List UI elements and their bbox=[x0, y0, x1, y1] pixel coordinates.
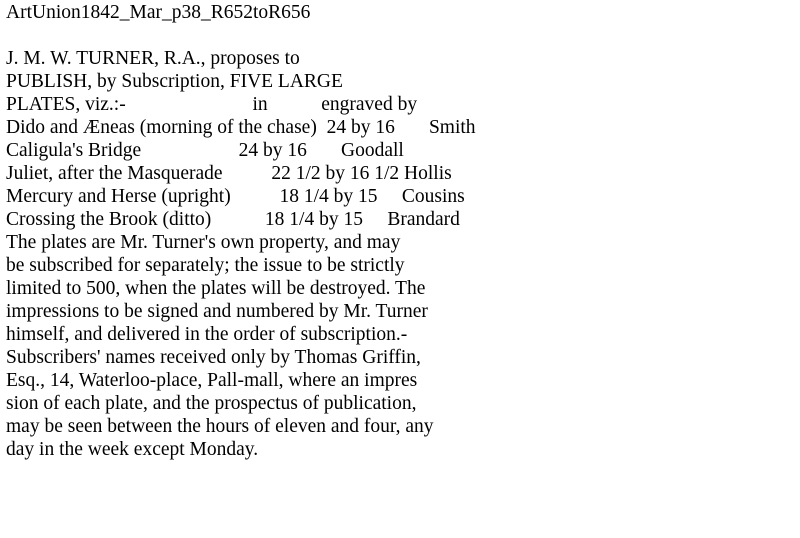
text-line: be subscribed for separately; the issue to be strictly bbox=[6, 255, 405, 276]
text-line: himself, and delivered in the order of subscription.- bbox=[6, 324, 408, 345]
plate-row: Crossing the Brook (ditto) 18 1/4 by 15 Brandard bbox=[6, 209, 460, 230]
text-line: impressions to be signed and numbered by Mr. Turner bbox=[6, 301, 428, 322]
text-line: J. M. W. TURNER, R.A., proposes to bbox=[6, 48, 300, 69]
text-line: limited to 500, when the plates will be destroyed. The bbox=[6, 278, 426, 299]
text-line: PLATES, viz.:- in engraved by bbox=[6, 94, 418, 115]
text-line: The plates are Mr. Turner's own property, and may bbox=[6, 232, 401, 253]
plate-row: Caligula's Bridge 24 by 16 Goodall bbox=[6, 140, 404, 161]
text-line: PUBLISH, by Subscription, FIVE LARGE bbox=[6, 71, 343, 92]
plate-row: Mercury and Herse (upright) 18 1/4 by 15 Cousins bbox=[6, 186, 465, 207]
text-line: may be seen between the hours of eleven and four, any bbox=[6, 416, 434, 437]
text-line: sion of each plate, and the prospectus of publication, bbox=[6, 393, 417, 414]
text-line: Esq., 14, Waterloo-place, Pall-mall, where an impres bbox=[6, 370, 418, 391]
plate-row: Juliet, after the Masquerade 22 1/2 by 16 1/2 Hollis bbox=[6, 163, 452, 184]
text-line: day in the week except Monday. bbox=[6, 439, 259, 460]
text-line: Subscribers' names received only by Thomas Griffin, bbox=[6, 347, 421, 368]
document-header: ArtUnion1842_Mar_p38_R652toR656 bbox=[6, 2, 311, 23]
plate-row: Dido and Æneas (morning of the chase) 24 by 16 Smith bbox=[6, 117, 476, 138]
